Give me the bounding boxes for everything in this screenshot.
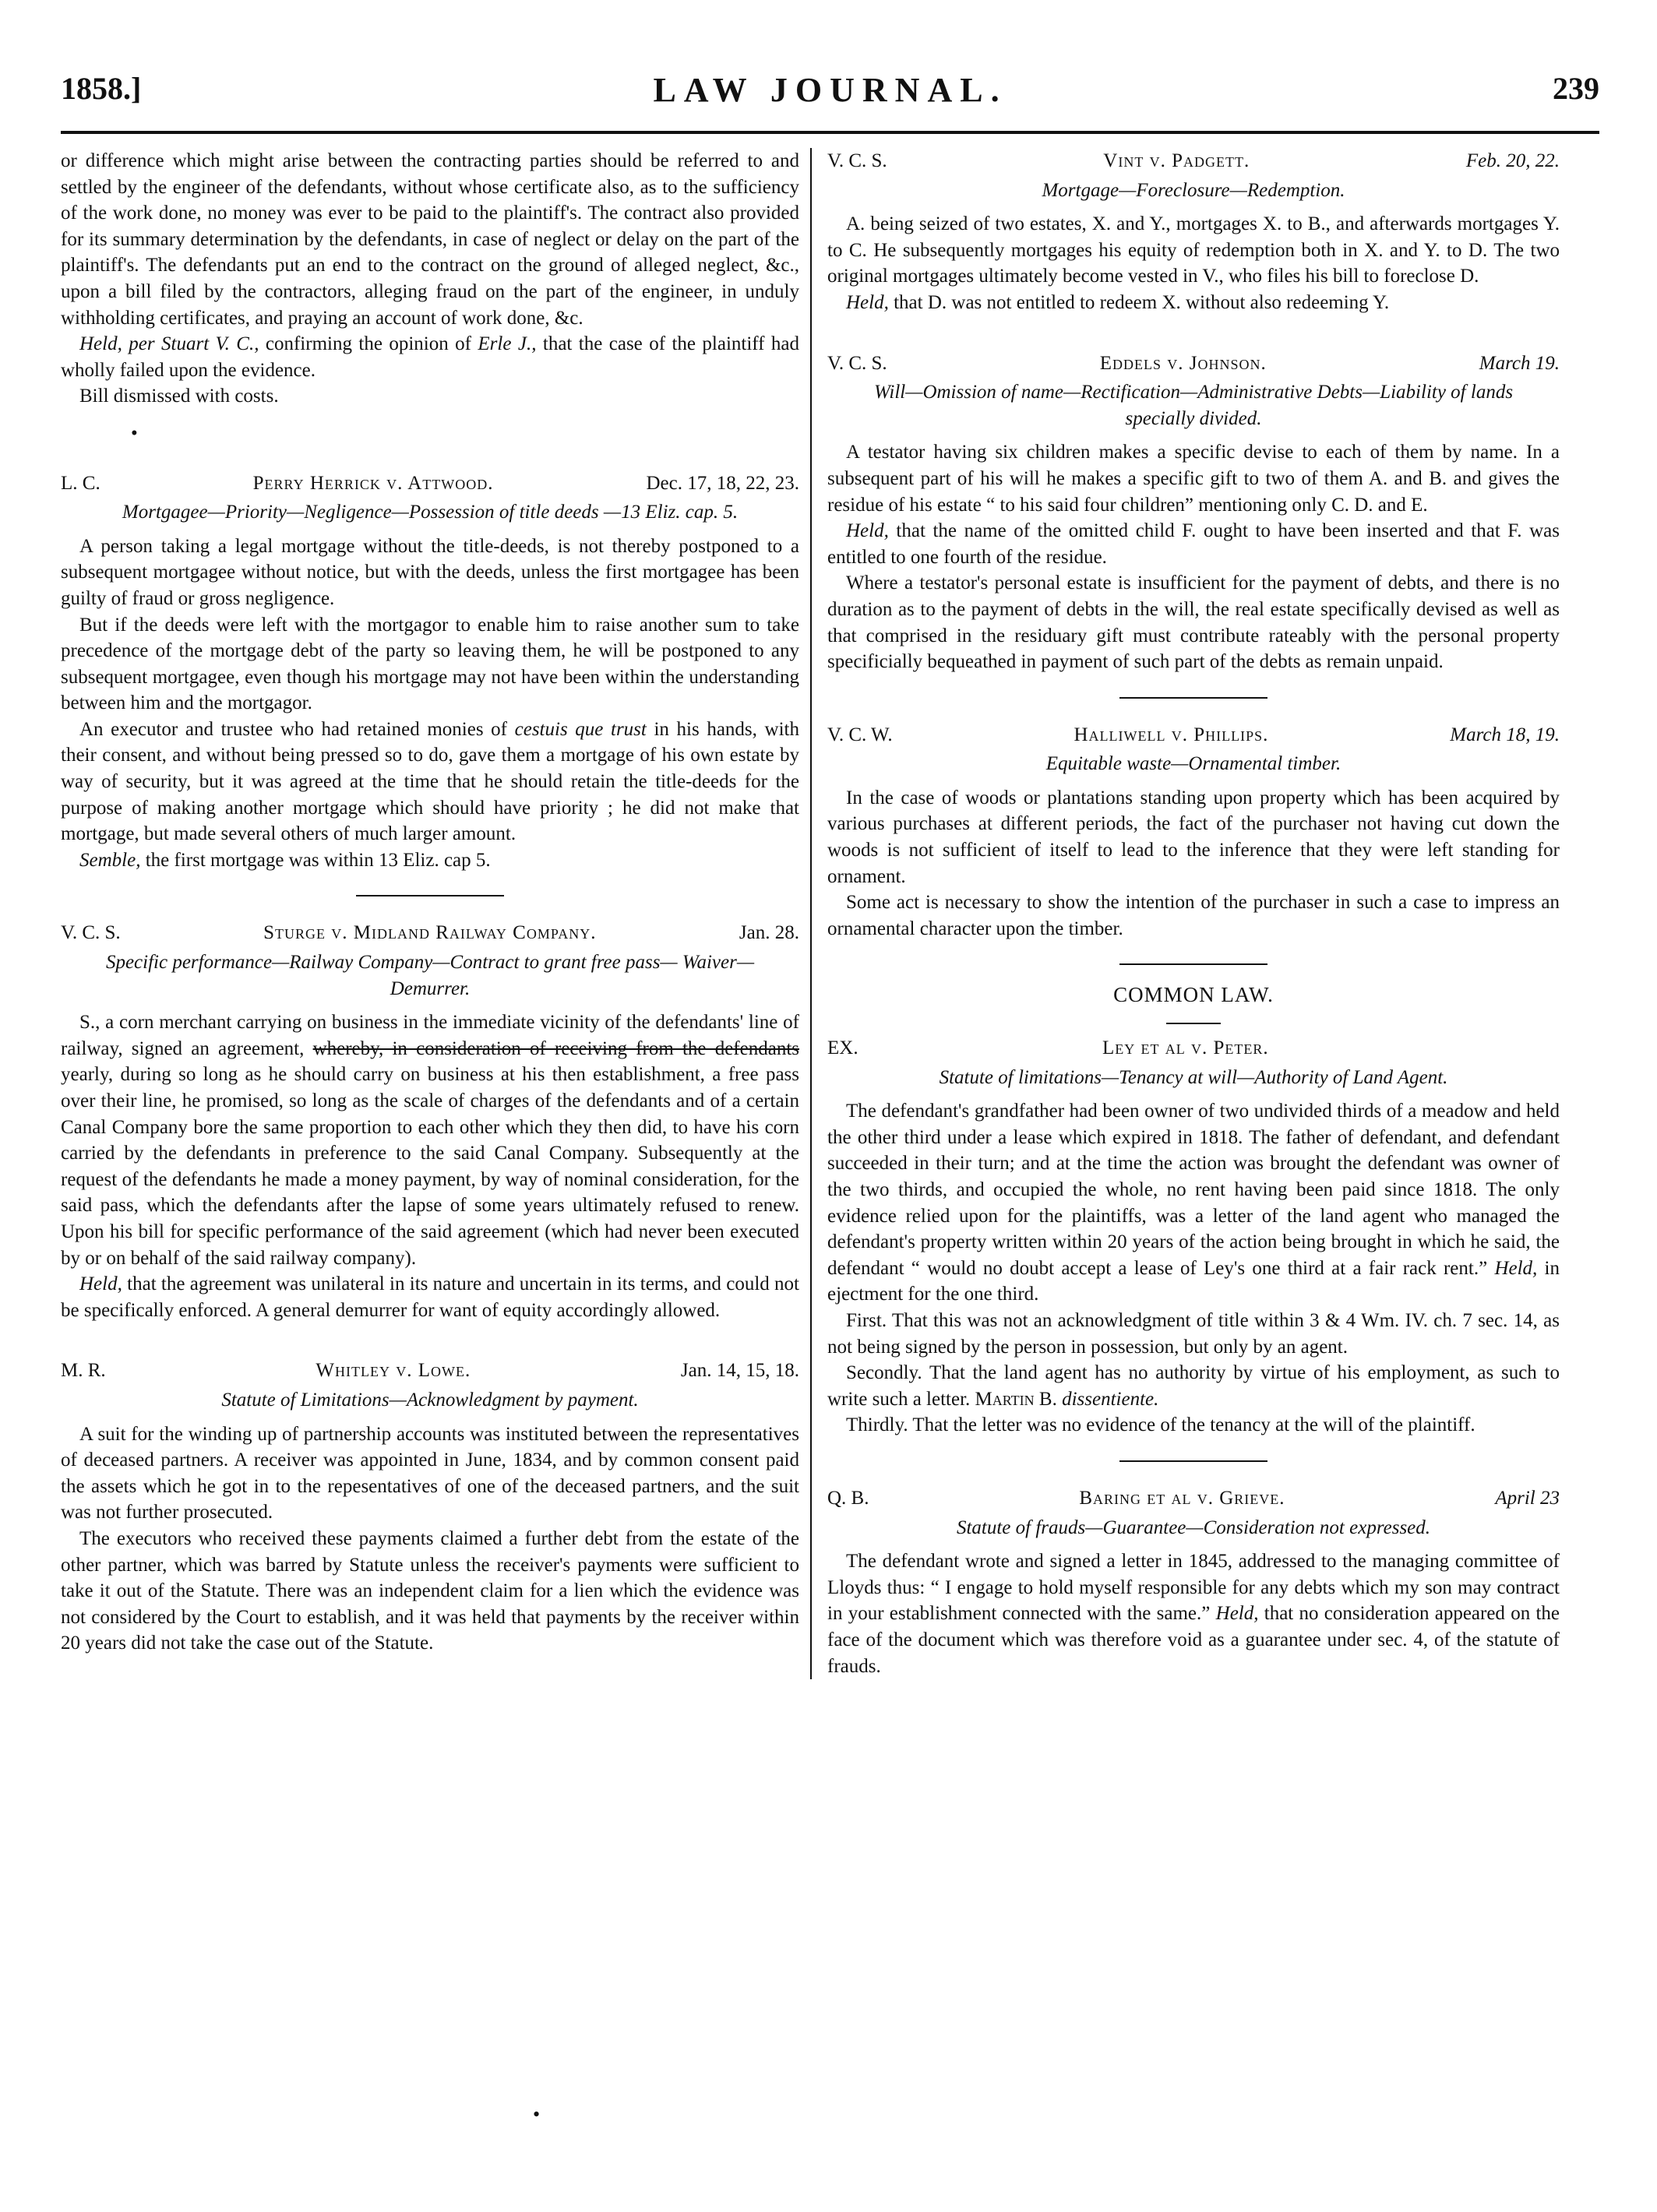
case-paragraph: In the case of woods or plantations standing upon property which has been acquired by various purchases at different periods, the fact of the purchaser not having cut down the woods is not sufficient of itself to lead to the inference that they were left standing for ornament. [827,787,1560,887]
case-paragraph: A. being seized of two estates, X. and Y., mortgages X. to B., and afterwards mortgages Y. to C. He subsequently mortgages his equity of redemption both in X. and Y. to D. The two original mortgages ultimately become vested in V., who files his bill to foreclose D. [827,213,1560,287]
italic-term: cestuis que trust [514,718,647,740]
text: The defendant's grandfather had been owner of two undivided thirds of a meadow and held the other third under a lease which expired in 1818. The father of defendant, and defendant succeeded in their turn; and at the time the action was brought the defendant was owner of the two thirds, and occupied the whole, no rent having been paid since 1818. The only evidence relied upon for the plaintiffs, was a letter of the land agent who managed the defendant's property written within 20 years of the action being brought in which he said, the defendant “ would no doubt accept a lease of Ley's one third at a fair rack rent.” [827,1101,1560,1279]
case-paragraph: A suit for the winding up of partnership accounts was instituted between the representatives of deceased partners. A receiver was appointed in June, 1834, and by common consent paid the assets which he got in to the repesentatives of one of the deceased partners, and the suit was not further prosecuted. [61,1423,799,1523]
case-subject: Statute of frauds—Guarantee—Consideration not expressed. [956,1516,1431,1538]
case-paragraph [61,717,799,847]
judge-name: Martin B. [975,1388,1057,1410]
case-subject: Statute of limitations—Tenancy at will—Authority of Land Agent. [939,1066,1448,1088]
case-date: Jan. 28. [739,922,799,944]
case-subject: Equitable waste—Ornamental timber. [1045,753,1341,775]
masthead [61,70,1599,132]
case-paragraph [827,518,1560,570]
case-subject: Mortgagee—Priority—Negligence—Possession of title deeds —13 Eliz. cap. 5. [122,502,739,523]
case-paragraph: Some act is necessary to show the intention of the purchaser in such a case to impress an ornamental character upon the timber. [827,892,1560,939]
held-label: Held, [1494,1257,1538,1279]
case-subject: Will—Omission of name—Rectification—Administrative Debts—Liability of lands specially divided. [873,382,1514,429]
text: Secondly. That the land agent has no authority by virtue of his employment, as such to write such a letter. [827,1362,1560,1410]
ornament-dot: • [131,422,138,444]
case-subject: Specific performance—Railway Company—Contract to grant free pass— Waiver—Demurrer. [105,952,755,999]
text: An executor and trustee who had retained monies of [79,718,515,740]
dissent-label: dissentiente. [1056,1388,1159,1410]
case-separator [356,895,504,896]
case-separator [1119,697,1267,699]
case-subject: Statute of Limitations—Acknowledgment by payment. [221,1389,639,1411]
case-name: Vint v. Padgett. [1103,150,1250,171]
court-abbrev: V. C. S. [61,922,121,944]
holding-text: that the case of the plaintiff had wholly failed upon the evidence. [61,333,800,381]
case-date: March 18, 19. [1450,724,1560,745]
text: The defendant wrote and signed a letter in 1845, addressed to the managing committee of Lloyds thus: “ I engage to hold myself responsible for any debts which my son may contract in your establishment connected with the same.” [827,1551,1560,1625]
court-abbrev: L. C. [61,472,100,494]
text: S., a corn merchant carrying on business in the immediate vicinity of the defendants' line of railway, signed an agreement, [61,1012,799,1059]
case-date: Feb. 20, 22. [1465,150,1560,171]
held-label: Held, [1215,1603,1259,1625]
header-rule [61,131,1599,134]
held-label: Held, [846,520,889,542]
court-abbrev: V. C. S. [827,352,887,374]
case-date: April 23 [1495,1487,1560,1509]
journal-title: LAW JOURNAL. [653,71,1007,109]
section-separator [1166,1023,1221,1024]
text: yearly, during so long as he should carry on business at his then establishment, a free pass over their line, he promised, so long as the scale of charges of the defendants and of a certain Canal Company bore the same proportion to each other which they then did, to have his corn carried by the defendants in preference to the said Canal Company. Subsequently at the request of the defendants he made a money payment, by way of nominal consideration, for the said pass, which the defendants after the lapse of some years ultimately refused to renew. Upon his bill for specific performance of the said agreement (which had never been executed by or on behalf of the said railway company). [61,1064,799,1269]
dismissal: Bill dismissed with costs. [79,386,279,407]
court-abbrev: EX. [827,1037,858,1059]
text: that the agreement was unilateral in its nature and uncertain in its terms, and could not be specifically enforced. A general demurrer for want of equity accordingly allowed. [61,1273,799,1321]
case-paragraph [827,1098,1560,1308]
case-header [827,350,1560,377]
struck-text: whereby, in consideration of receiving from the defendants [312,1037,799,1059]
case-header [61,1358,799,1384]
case-paragraph: But if the deeds were left with the mortgagor to enable him to raise another sum to take precedence of the mortgage debt of the party so leaving them, he will be postponed to any subsequent mortgagee, even though his mortgage may not have been within the understanding between him and the mortgagor. [61,614,799,714]
journal-page [61,70,1599,1677]
held-label: Held, [846,291,889,313]
semble-label: Semble, [79,849,141,871]
court-abbrev: Q. B. [827,1487,869,1509]
page-year: 1858.] [61,71,142,106]
court-abbrev: V. C. W. [827,724,893,745]
case-name: Halliwell v. Phillips. [1074,724,1269,745]
case-paragraph: The executors who received these payments claimed a further debt from the estate of the other partner, which was barred by Statute unless the receiver's payments were sufficient to take it out of the Statute. There was an independent claim for a lien which the evidence was not considered by the Court to establish, and it was held that payments by the receiver within 20 years did not take the case out of the Statute. [61,1527,799,1654]
case-paragraph [827,1360,1560,1412]
case-name: Eddels v. Johnson. [1099,352,1267,374]
case-paragraph [61,1271,799,1323]
case-name: Ley et al v. Peter. [1102,1037,1269,1059]
text: in his hands, with their consent, and without being pressed so to do, gave them a mortgage of his own estate by way of security, but it was agreed at the time that he should retain the title-deeds for the purpose of making another mortgage which should have priority ; he did not make that mortgage, but made several others of much larger amount. [61,718,799,845]
case-paragraph [827,1548,1560,1679]
case-paragraph [61,1009,799,1271]
section-separator [1119,963,1267,965]
case-name: Perry Herrick v. Attwood. [252,472,494,494]
judge-name: Erle J., [478,333,537,355]
case-paragraph [61,847,799,874]
case-header [827,722,1560,748]
case-name: Whitley v. Lowe. [316,1360,471,1382]
text: that the name of the omitted child F. ought to have been inserted and that F. was entitled to one fourth of the residue. [827,520,1560,568]
page-number: 239 [1553,71,1599,106]
case-paragraph: First. That this was not an acknowledgment of title within 3 & 4 Wm. IV. ch. 7 sec. 14, as not being signed by the person in possession, but only by an agent. [827,1309,1560,1358]
case-date: Dec. 17, 18, 22, 23. [646,472,799,494]
case-date: March 19. [1479,352,1560,374]
holding [61,331,799,383]
text: that D. was not entitled to redeem X. without also redeeming Y. [888,291,1390,313]
text: in ejectment for the one third. [827,1257,1560,1305]
case-name: Sturge v. Midland Railway Company. [263,922,597,944]
court-abbrev: M. R. [61,1360,106,1382]
section-heading: COMMON LAW. [1113,983,1274,1007]
case-name: Baring et al v. Grieve. [1079,1487,1285,1509]
case-paragraph: A person taking a legal mortgage without the title-deeds, is not thereby postponed to a subsequent mortgagee without notice, but with the deeds, unless the first mortgagee has been guilty of fraud or gross negligence. [61,535,799,609]
case-header [61,920,799,946]
case-paragraph [827,290,1560,316]
held-label: Held, per Stuart V. C., [79,333,259,355]
court-abbrev: V. C. S. [827,150,887,171]
holding-text: confirming the opinion of [259,333,478,355]
case-date: Jan. 14, 15, 18. [680,1360,799,1382]
case-separator [1119,1460,1267,1462]
case-paragraph: Where a testator's personal estate is insufficient for the payment of debts, and there is no duration as to the payment of debts in the will, the real estate specifically devised as well as that comprised in the residuary gift must contribute rateably with the personal property specificially bequeathed in payment of such part of the debts as remain unpaid. [827,572,1560,673]
case-header [827,1035,1560,1062]
case-subject: Mortgage—Foreclosure—Redemption. [1042,179,1345,201]
case-header [61,470,799,497]
footer-dot: • [533,2103,541,2126]
case-paragraph: Thirdly. That the letter was no evidence of the tenancy at the will of the plaintiff. [846,1414,1475,1436]
case-paragraph: A testator having six children makes a specific devise to each of them by name. In a subsequent part of his will he makes a specific gift to two of them A. and B. and gives the residue of his estate “ to his said four children” mentioning only C. D. and E. [827,442,1560,516]
left-column [61,148,810,1679]
held-label: Held, [79,1273,122,1295]
case-header [827,148,1560,174]
right-column [810,148,1560,1679]
continued-text: or difference which might arise between the contracting parties should be referred to and settled by the engineer of the defendants, without whose certificate also, as to the sufficiency of the work done, no money was ever to be paid to the plaintiff's. The contract also provided for its summary determination by the defendants, in case of neglect or delay on the part of the plaintiff's. The defendants put an end to the contract on the ground of alleged neglect, &c., upon a bill filed by the contractors, alleging fraud on the part of the engineer, in unduly withholding certificates, and praying an account of work done, &c. [61,150,799,329]
case-header [827,1485,1560,1512]
text: that no consideration appeared on the face of the document which was therefore void as a guarantee under sec. 4, of the statute of frauds. [827,1603,1560,1677]
text: the first mortgage was within 13 Eliz. cap 5. [140,849,491,871]
